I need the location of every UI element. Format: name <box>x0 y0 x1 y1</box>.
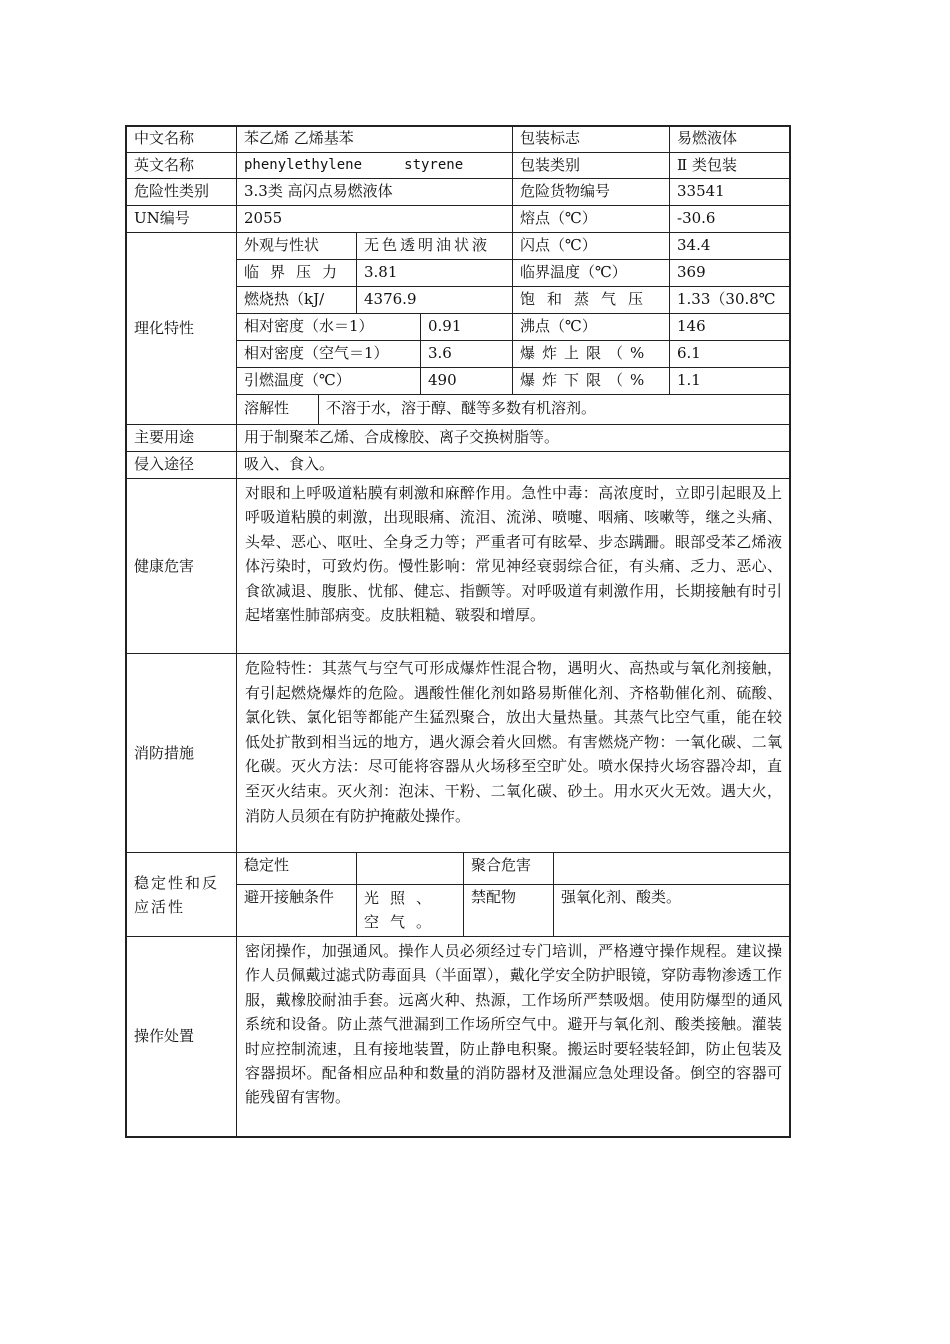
value-incompatible: 强氧化剂、酸类。 <box>561 888 682 906</box>
value-upper-explosive-limit: 6.1 <box>677 344 701 362</box>
label-entry-route: 侵入途径 <box>134 455 195 473</box>
label-ignition-temp: 引燃温度（℃） <box>244 371 351 389</box>
value-chinese-name: 苯乙烯 乙烯基苯 <box>244 129 354 147</box>
value-hazard-class: 3.3类 高闪点易燃液体 <box>244 182 393 200</box>
value-vapor-pressure: 1.33（30.8℃ <box>677 290 776 308</box>
row-divider <box>236 394 791 395</box>
label-health-hazard: 健康危害 <box>134 556 195 575</box>
value-fire-measures: 危险特性：其蒸气与空气可形成爆炸性混合物，遇明火、高热或与氧化剂接触，有引起燃烧爆炸的危险。遇酸性催化剂如路易斯催化剂、齐格勒催化剂、硫酸、氯化铁、氯化铝等都能产生猛烈聚合，放出大量热量。其蒸气比空气重，能在较低处扩散到相当远的地方，遇火源会着火回燃。有害燃烧产物：一氧化碳、二氧化碳。灭火方法：尽可能将容器从火场移至空旷处。喷水保持火场容器冷却，直至灭火结束。灭火剂：泡沫、干粉、二氧化碳、砂土。用水灭火无效。遇大火，消防人员须在有防护掩蔽处操作。 <box>245 659 782 825</box>
value-avoid-conditions: 光照、空气。 <box>364 889 443 931</box>
value-boiling-point: 146 <box>677 317 706 335</box>
value-critical-temp: 369 <box>677 263 706 281</box>
label-chinese-name: 中文名称 <box>134 129 195 147</box>
label-fire-measures: 消防措施 <box>134 743 195 762</box>
section-physchem: 理化特性 <box>134 319 195 337</box>
value-un-number: 2055 <box>244 209 283 227</box>
value-lower-explosive-limit: 1.1 <box>677 371 701 389</box>
value-english-name: phenylethylene styrene <box>244 157 464 173</box>
value-main-use: 用于制聚苯乙烯、合成橡胶、离子交换树脂等。 <box>244 428 560 446</box>
label-polymerization-hazard: 聚合危害 <box>471 856 532 874</box>
label-vapor-pressure: 饱和蒸气压 <box>520 290 656 308</box>
value-package-class: Ⅱ 类包装 <box>677 156 737 174</box>
value-density-water: 0.91 <box>428 317 462 335</box>
label-density-air: 相对密度（空气＝1） <box>244 344 389 362</box>
label-critical-pressure: 临界压力 <box>244 263 349 281</box>
label-solubility: 溶解性 <box>244 399 290 417</box>
label-package-mark: 包装标志 <box>520 129 581 147</box>
label-hazard-class: 危险性类别 <box>134 182 210 200</box>
value-dg-number: 33541 <box>677 182 725 200</box>
value-entry-route: 吸入、食入。 <box>244 455 335 473</box>
label-package-class: 包装类别 <box>520 156 581 174</box>
label-heat-of-combustion: 燃烧热（kJ/ <box>244 290 325 308</box>
label-dg-number: 危险货物编号 <box>520 182 611 200</box>
label-boiling-point: 沸点（℃） <box>520 317 597 335</box>
value-package-mark: 易燃液体 <box>677 129 738 147</box>
value-handling: 密闭操作，加强通风。操作人员必须经过专门培训，严格遵守操作规程。建议操作人员佩戴过滤式防毒面具（半面罩），戴化学安全防护眼镜，穿防毒物渗透工作服，戴橡胶耐油手套。远离火种、热源，工作场所严禁吸烟。使用防爆型的通风系统和设备。防止蒸气泄漏到工作场所空气中。避开与氧化剂、酸类接触。灌装时应控制流速，且有接地装置，防止静电积聚。搬运时要轻装轻卸，防止包装及容器损坏。配备相应品种和数量的消防器材及泄漏应急处理设备。倒空的容器可能残留有害物。 <box>245 942 782 1107</box>
label-stability: 稳定性 <box>244 856 290 874</box>
label-lower-explosive-limit: 爆炸下限（% <box>520 371 652 389</box>
value-density-air: 3.6 <box>428 344 452 362</box>
value-ignition-temp: 490 <box>428 371 457 389</box>
label-stability-reactivity: 稳定性和反应活性 <box>134 873 220 916</box>
label-main-use: 主要用途 <box>134 428 195 446</box>
value-solubility: 不溶于水，溶于醇、醚等多数有机溶剂。 <box>326 399 597 417</box>
label-density-water: 相对密度（水＝1） <box>244 317 374 335</box>
label-flash-point: 闪点（℃） <box>520 236 597 254</box>
label-appearance: 外观与性状 <box>244 236 320 254</box>
value-flash-point: 34.4 <box>677 236 711 254</box>
value-melting-point: -30.6 <box>677 209 716 227</box>
label-critical-temp: 临界温度（℃） <box>520 263 627 281</box>
label-un-number: UN编号 <box>134 209 190 227</box>
label-upper-explosive-limit: 爆炸上限（% <box>520 344 652 362</box>
label-handling: 操作处置 <box>134 1027 195 1045</box>
value-appearance: 无色透明油状液 <box>364 236 491 254</box>
label-melting-point: 熔点（℃） <box>520 209 597 227</box>
label-incompatible: 禁配物 <box>471 888 517 906</box>
value-health-hazard: 对眼和上呼吸道粘膜有刺激和麻醉作用。急性中毒：高浓度时，立即引起眼及上呼吸道粘膜的刺激，出现眼痛、流泪、流涕、喷嚏、咽痛、咳嗽等，继之头痛、头晕、恶心、呕吐、全身乏力等；严重者可有眩晕、步态蹒跚。眼部受苯乙烯液体污染时，可致灼伤。慢性影响：常见神经衰弱综合征，有头痛、乏力、恶心、食欲减退、腹胀、忧郁、健忘、指颤等。对呼吸道有刺激作用，长期接触有时引起堵塞性肺部病变。皮肤粗糙、皲裂和增厚。 <box>245 484 782 625</box>
value-critical-pressure: 3.81 <box>364 263 398 281</box>
value-heat-of-combustion: 4376.9 <box>364 290 417 308</box>
label-english-name: 英文名称 <box>134 156 195 174</box>
label-avoid-conditions: 避开接触条件 <box>244 888 335 906</box>
